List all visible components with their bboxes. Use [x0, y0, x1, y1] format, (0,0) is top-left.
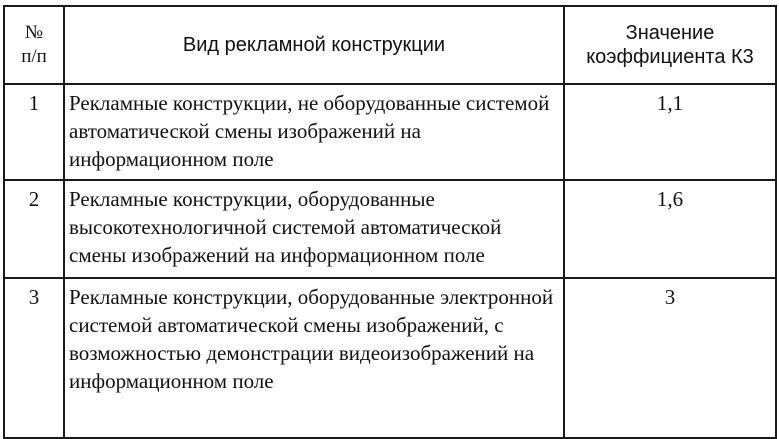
table-row [4, 278, 776, 438]
header-value-line1: Значение [625, 22, 715, 44]
row-value: 1,1 [564, 84, 776, 180]
row-number: 2 [4, 180, 64, 278]
table-header-row [4, 6, 776, 84]
row-value: 1,6 [564, 180, 776, 278]
row-type: Рекламные конструкции, не оборудованные системой автоматической смены изображений на информационном поле [64, 84, 564, 180]
table-row [4, 180, 776, 278]
row-type: Рекламные конструкции, оборудованные электронной системой автоматической смены изображений, с возможностью демонстрации видеоизображений на информационном поле [64, 278, 564, 438]
header-number [4, 6, 64, 84]
row-number: 1 [4, 84, 64, 180]
row-value: 3 [564, 278, 776, 438]
row-type: Рекламные конструкции, оборудованные высокотехнологичной системой автоматической смены изображений на информационном поле [64, 180, 564, 278]
header-value-line2: коэффициента К3 [586, 46, 754, 68]
coefficient-table [3, 5, 777, 439]
header-value [564, 6, 776, 84]
header-number-symbol: № [24, 22, 44, 43]
header-type: Вид рекламной конструкции [64, 6, 564, 84]
header-number-abbrev: п/п [21, 46, 47, 67]
table-row [4, 84, 776, 180]
row-number: 3 [4, 278, 64, 438]
